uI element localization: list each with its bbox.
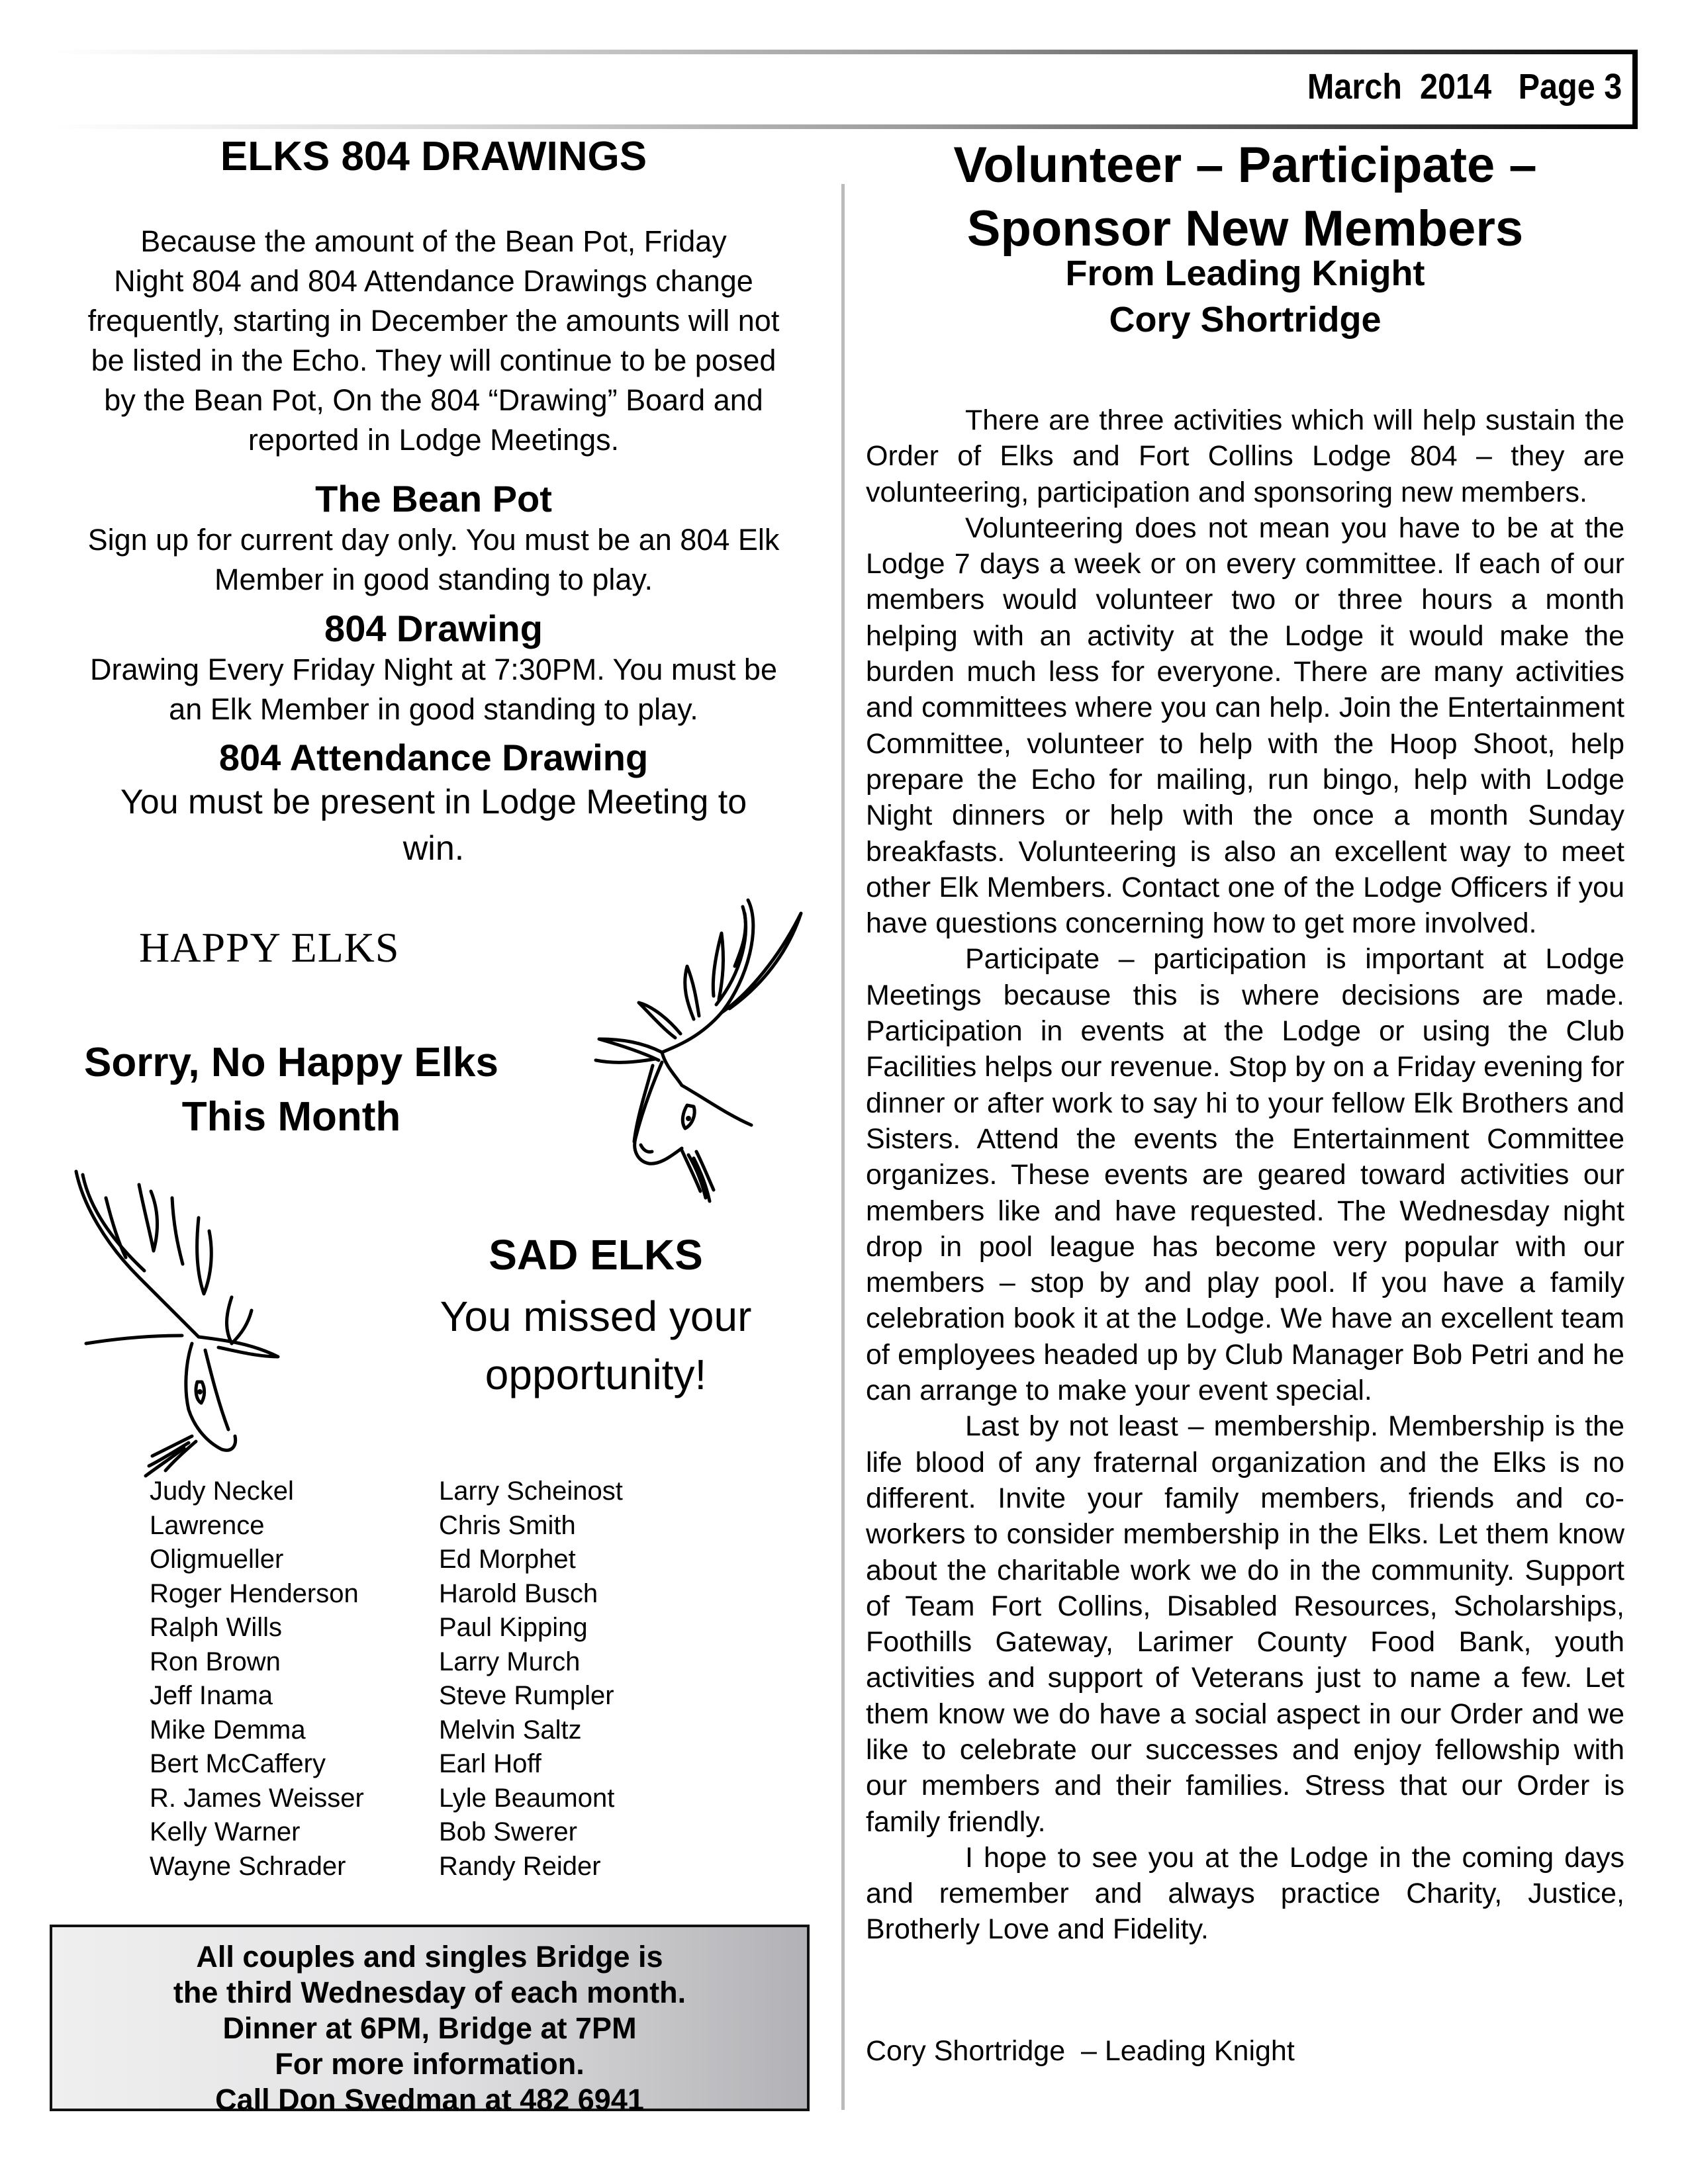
attendance-drawing-line: You must be present in Lodge Meeting to [120,783,747,821]
name-item: Earl Hoff [439,1749,541,1778]
intro-line: Night 804 and 804 Attendance Drawings change [114,264,753,298]
name-item: Larry Murch [439,1647,581,1676]
bean-pot-section [50,478,818,600]
804-drawing-heading: 804 Drawing [324,608,543,649]
intro-line: Because the amount of the Bean Pot, Friday [140,224,727,258]
sad-elks-line: You missed your [440,1293,752,1340]
header-rule-top [53,50,1638,54]
name-item: Paul Kipping [439,1613,588,1642]
header-rule-bottom [53,124,1638,129]
article-title-line: Sponsor New Members [966,201,1524,257]
bridge-info-box [50,1925,810,2116]
volunteer-article-header [866,134,1624,343]
elk-head-icon [66,1165,344,1482]
name-item: Bob Swerer [439,1817,577,1846]
bridge-line: Dinner at 6PM, Bridge at 7PM [222,2011,637,2045]
article-body [866,402,1624,1948]
attendance-drawing-section [50,737,818,872]
happy-elks-message [46,1036,536,1144]
name-item: Wayne Schrader [150,1851,346,1881]
intro-line: by the Bean Pot, On the 804 “Drawing” Board and [104,383,763,417]
drawings-title: ELKS 804 DRAWINGS [220,134,647,179]
sad-elks-line: opportunity! [485,1351,707,1398]
bean-pot-line: Sign up for current day only. You must be an 804 Elk [87,523,780,557]
name-item: Randy Reider [439,1851,601,1881]
name-item: Melvin Saltz [439,1715,582,1745]
name-item: Jeff Inama [150,1681,273,1710]
article-paragraph: There are three activities which will help sustain the Order of Elks and Fort Collins Lodge 804 – they are volunteering, participation and sponsoring new members. [866,404,1624,508]
intro-line: be listed in the Echo. They will continue to be posed [91,343,776,377]
name-item: Bert McCaffery [150,1749,326,1778]
happy-elks-title: HAPPY ELKS [139,924,400,971]
bean-pot-line: Member in good standing to play. [214,563,653,596]
issue-date-page: March 2014 Page 3 [1307,67,1622,107]
intro-line: reported in Lodge Meetings. [248,423,620,457]
name-item: R. James Weisser [150,1783,364,1813]
name-item: Judy Neckel [150,1477,294,1506]
804-drawing-line: Drawing Every Friday Night at 7:30PM. You must be [90,653,777,686]
name-item: Lawrence [150,1510,265,1540]
bridge-line: For more information. [275,2047,585,2081]
sad-elks-message [397,1287,794,1404]
bridge-line: All couples and singles Bridge is [196,1940,663,1974]
804-drawing-line: an Elk Member in good standing to play. [169,692,698,726]
article-paragraph: Volunteering does not mean you have to be at the Lodge 7 days a week or on every committee. If each of our members would volunteer two or three hours a month helping with an activity at the Lodge it would make the burden much less for everyone. There are many activities and committees where you can help. Join the Entertainment Committee, volunteer to help with the Hoop Shoot, help prepare the Echo for mailing, run bingo, help with Lodge Night dinners or help with the once a month Sunday breakfasts. Volunteering is also an excellent way to meet other Elk Members. Contact one of the Lodge Officers if you have questions concerning how to get more involved. [866,512,1624,940]
name-item: Larry Scheinost [439,1477,623,1506]
name-item: Roger Henderson [150,1578,359,1608]
header-rule-right [1632,50,1638,129]
sad-elks-title: SAD ELKS [489,1231,703,1279]
name-item: Kelly Warner [150,1817,301,1846]
drawings-intro [50,222,818,460]
happy-elks-line: This Month [181,1094,401,1140]
drawings-section [50,134,818,180]
attendance-drawing-heading: 804 Attendance Drawing [218,737,649,778]
sad-elks-names-col1 [150,1475,364,1884]
sad-elks-names-col2 [439,1475,623,1884]
bridge-line: the third Wednesday of each month. [173,1976,686,2009]
article-byline: From Leading Knight [1065,253,1425,293]
name-item: Ralph Wills [150,1613,283,1642]
name-item: Mike Demma [150,1715,306,1745]
bean-pot-heading: The Bean Pot [315,478,552,520]
name-item: Lyle Beaumont [439,1783,615,1813]
name-item: Ed Morphet [439,1545,576,1574]
article-paragraph: Participate – participation is important at Lodge Meetings because this is where decisions are made. Participation in events at the Lodge or using the Club Facilities helps our revenue. Stop by on a Friday evening for dinner or after work to say hi to your fellow Elk Brothers and Sisters. Attend the events the Entertainment Committee organizes. These events are geared toward activities our members like and have requested. The Wednesday night drop in pool league has become very popular with our members – stop by and play pool. If you have a family celebration book it at the Lodge. We have an excellent team of employees headed up by Club Manager Bob Petri and he can arrange to make your event special. [866,943,1624,1407]
bridge-line: Call Don Svedman at 482 6941 [215,2083,644,2116]
elk-head-icon [523,887,814,1231]
name-item: Ron Brown [150,1647,281,1676]
804-drawing-section [50,608,818,729]
name-item: Harold Busch [439,1578,598,1608]
name-item: Oligmueller [150,1545,284,1574]
article-byline: Cory Shortridge [1109,300,1382,340]
name-item: Steve Rumpler [439,1681,614,1710]
article-paragraph: I hope to see you at the Lodge in the coming days and remember and always practice Charity, Justice, Brotherly Love and Fidelity. [866,1841,1624,1946]
happy-elks-line: Sorry, No Happy Elks [84,1040,498,1085]
column-divider [841,184,845,2110]
name-item: Chris Smith [439,1510,576,1540]
attendance-drawing-line: win. [402,829,465,868]
article-title-line: Volunteer – Participate – [953,137,1537,193]
intro-line: frequently, starting in December the amounts will not [87,304,780,338]
article-signature: Cory Shortridge – Leading Knight [866,2035,1295,2067]
article-paragraph: Last by not least – membership. Membership is the life blood of any fraternal organization and the Elks is no different. Invite your family members, friends and co-workers to consider membership in the Elks. Let them know about the charitable work we do in the community. Support of Team Fort Collins, Disabled Resources, Scholarships, Foothills Gateway, Larimer County Food Bank, youth activities and support of Veterans just to name a few. Let them know we do have a social aspect in our Order and we like to celebrate our successes and enjoy fellowship with our members and their families. Stress that our Order is family friendly. [866,1410,1624,1838]
